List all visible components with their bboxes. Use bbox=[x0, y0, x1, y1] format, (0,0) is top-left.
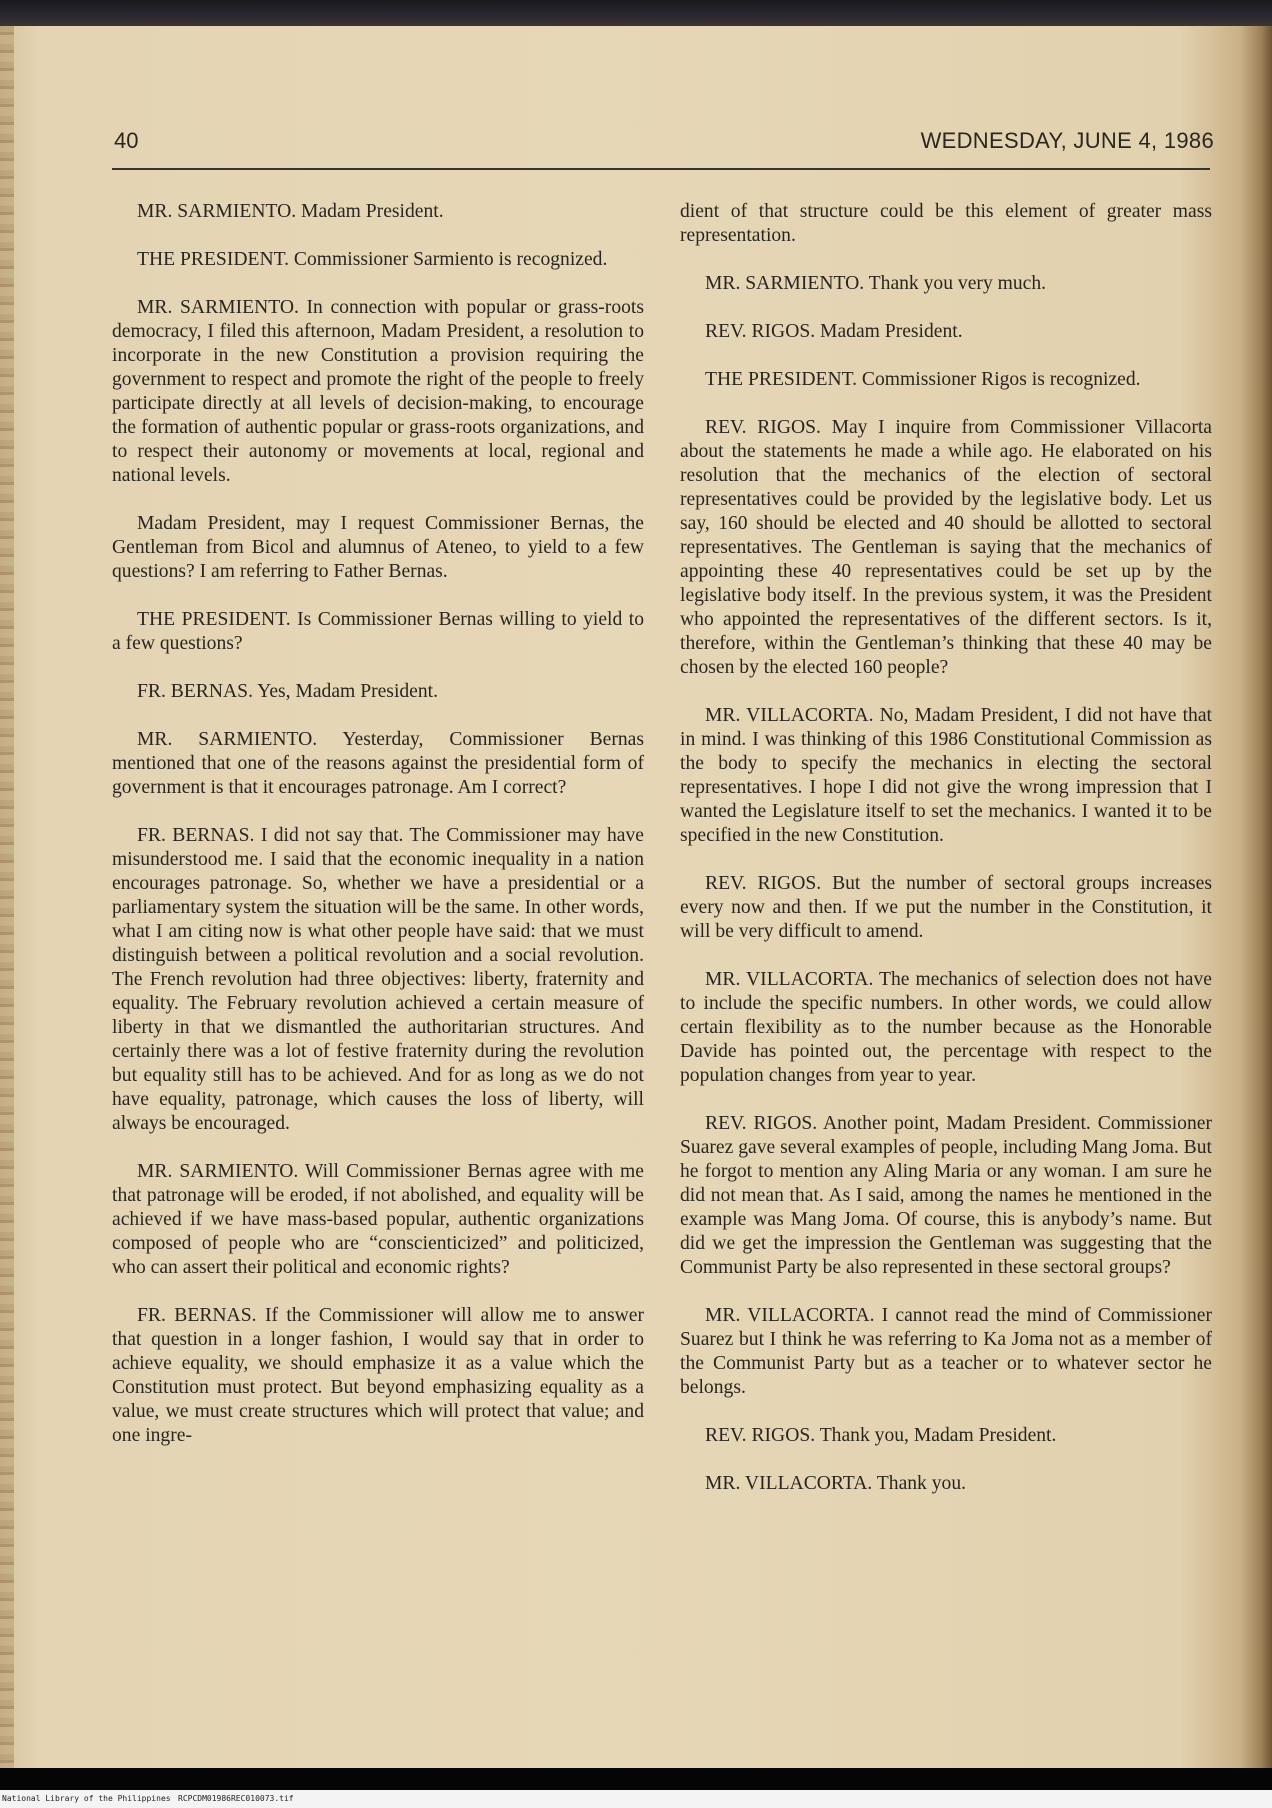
book-binding-edge bbox=[0, 26, 14, 1768]
paragraph: THE PRESIDENT. Is Commissioner Bernas willing to yield to a few questions? bbox=[112, 609, 644, 654]
paragraph: FR. BERNAS. Yes, Madam President. bbox=[137, 681, 439, 702]
paragraph: MR. VILLACORTA. I cannot read the mind of Commissioner Suarez but I think he was referring to Ka Joma not as a member of the Communist Party but as a teacher or to whatever sector he belongs. bbox=[680, 1305, 1212, 1398]
paragraph-continuation: dient of that structure could be this element of greater mass representation. bbox=[680, 201, 1212, 246]
footer-filename: RCPCDM01986REC010073.tif bbox=[178, 1794, 294, 1803]
paragraph: REV. RIGOS. Madam President. bbox=[705, 321, 963, 342]
paragraph: MR. VILLACORTA. Thank you. bbox=[705, 1473, 967, 1494]
paragraph: REV. RIGOS. Thank you, Madam President. bbox=[705, 1425, 1057, 1446]
scan-top-edge bbox=[0, 0, 1272, 26]
paragraph: MR. VILLACORTA. No, Madam President, I did not have that in mind. I was thinking of this 1986 Constitutional Commission as the body to specify the mechanics in electing the sectoral representatives. I hope I did not give the wrong impression that I wanted the Legislature itself to set the mechanics. I wanted it to be specified in the new Constitution. bbox=[680, 705, 1212, 846]
header-rule bbox=[112, 168, 1210, 170]
scan-footer bbox=[0, 1790, 1272, 1808]
paragraph: MR. SARMIENTO. Yesterday, Commissioner Bernas mentioned that one of the reasons against the presidential form of government is that it encourages patronage. Am I correct? bbox=[112, 729, 644, 798]
paragraph: FR. BERNAS. I did not say that. The Commissioner may have misunderstood me. I said that the economic inequality in a nation encourages patronage. So, whether we have a presidential or a parliamentary system the situation will be the same. In other words, what I am citing now is what other people have said: that we must distinguish between a political revolution and a social revolution. The French revolution had three objectives: liberty, fraternity and equality. The February revolution achieved a certain measure of liberty in that we dismantled the authoritarian structures. And certainly there was a lot of festive fraternity during the revolution but equality still has to be achieved. And for as long as we do not have equality, patronage, which causes the loss of liberty, will always be encouraged. bbox=[112, 825, 644, 1134]
paragraph: REV. RIGOS. May I inquire from Commissioner Villacorta about the statements he made a while ago. He elaborated on his resolution that the mechanics of the election of sectoral representatives could be provided by the legislative body. Let us say, 160 should be elected and 40 should be allotted to sectoral representatives. The Gentleman is saying that the mechanics of appointing these 40 representatives could be set up by the legislative body itself. In the previous system, it was the President who appointed the representatives of the different sectors. Is it, therefore, within the Gentleman’s thinking that these 40 may be chosen by the elected 160 people? bbox=[680, 417, 1212, 678]
scan-bottom-edge bbox=[0, 1768, 1272, 1790]
right-column bbox=[680, 200, 1212, 1520]
paragraph: REV. RIGOS. Another point, Madam President. Commissioner Suarez gave several examples of people, including Mang Joma. But he forgot to mention any Aling Maria or any woman. I am sure he did not mean that. As I said, among the names he mentioned in the example was Mang Joma. Of course, this is anybody’s name. But did we get the impression the Gentleman was suggesting that the Communist Party be also represented in these sectoral groups? bbox=[680, 1113, 1212, 1278]
paragraph: REV. RIGOS. But the number of sectoral groups increases every now and then. If we put the number in the Constitution, it will be very difficult to amend. bbox=[680, 873, 1212, 942]
paragraph: MR. SARMIENTO. In connection with popular or grass-roots democracy, I filed this afternoon, Madam President, a resolution to incorporate in the new Constitution a provision requiring the government to respect and promote the right of the people to freely participate directly at all levels of decision-making, to encourage the formation of authentic popular or grass-roots organizations, and to respect their autonomy or movements at local, regional and national levels. bbox=[112, 297, 644, 486]
paragraph: MR. SARMIENTO. Madam President. bbox=[137, 201, 444, 222]
paragraph: THE PRESIDENT. Commissioner Rigos is recognized. bbox=[705, 369, 1141, 390]
page-header bbox=[114, 128, 1214, 162]
paragraph: MR. VILLACORTA. The mechanics of selection does not have to include the specific numbers. In other words, we could allow certain flexibility as to the number because as the Honorable Davide has pointed out, the percentage with respect to the population changes from year to year. bbox=[680, 969, 1212, 1086]
paragraph: THE PRESIDENT. Commissioner Sarmiento is recognized. bbox=[137, 249, 608, 270]
paragraph: FR. BERNAS. If the Commissioner will allow me to answer that question in a longer fashion, I would say that in order to achieve equality, we should emphasize it as a value which the Constitution must protect. But beyond emphasizing equality as a value, we must create structures which will protect that value; and one ingre- bbox=[112, 1305, 644, 1446]
left-column bbox=[112, 200, 644, 1472]
paragraph: MR. SARMIENTO. Thank you very much. bbox=[705, 273, 1047, 294]
session-date: WEDNESDAY, JUNE 4, 1986 bbox=[920, 128, 1214, 153]
page-number: 40 bbox=[114, 128, 139, 153]
footer-source: National Library of the Philippines bbox=[2, 1794, 171, 1803]
paragraph: Madam President, may I request Commissioner Bernas, the Gentleman from Bicol and alumnus of Ateneo, to yield to a few questions? I am referring to Father Bernas. bbox=[112, 513, 644, 582]
paragraph: MR. SARMIENTO. Will Commissioner Bernas agree with me that patronage will be eroded, if not abolished, and equality will be achieved if we have mass-based popular, authentic organizations composed of people who are “conscienticized” and politicized, who can assert their political and economic rights? bbox=[112, 1161, 644, 1278]
